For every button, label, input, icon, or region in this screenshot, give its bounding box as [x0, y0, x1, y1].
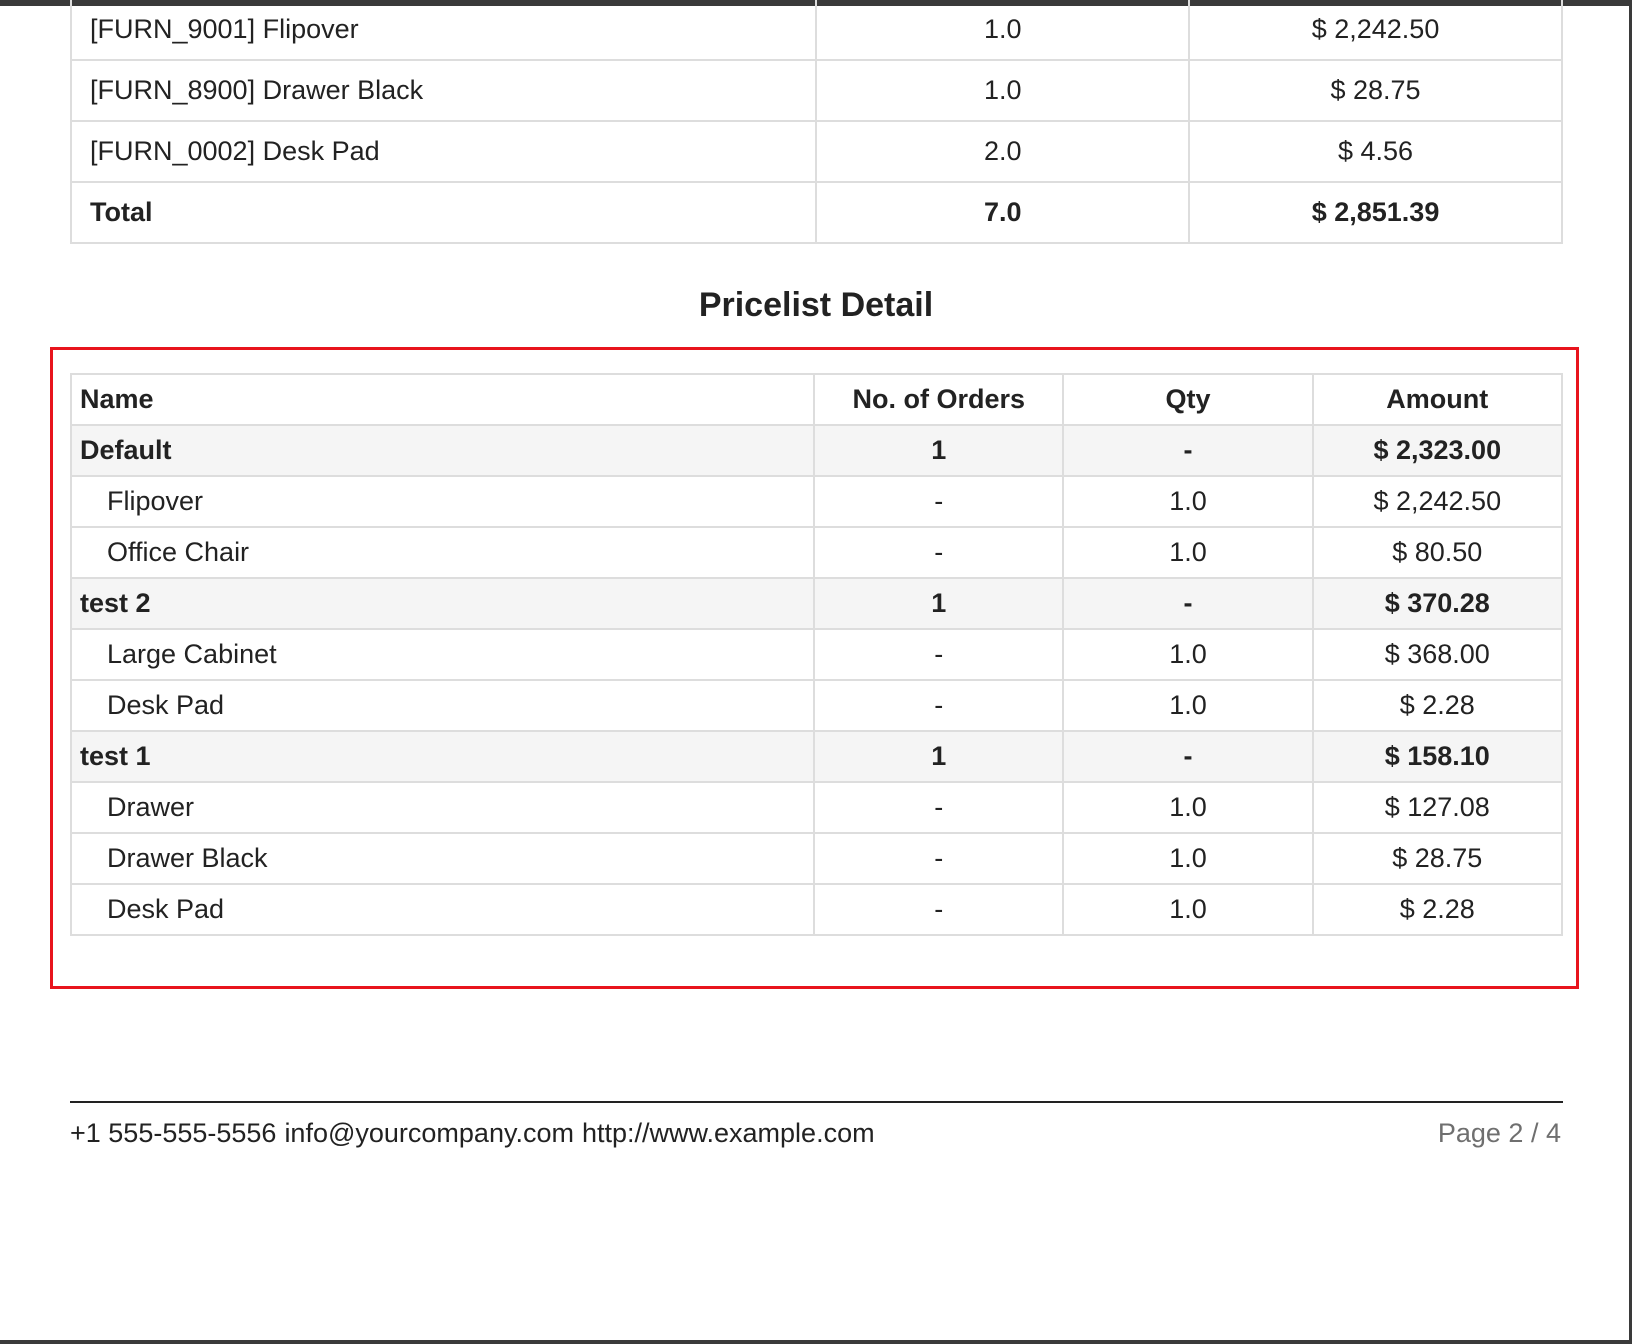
- row-amount: $ 2,242.50: [1313, 476, 1562, 527]
- column-header-qty: Qty: [1063, 374, 1312, 425]
- row-amount: $ 368.00: [1313, 629, 1562, 680]
- row-amount: $ 2.28: [1313, 680, 1562, 731]
- row-amount: $ 127.08: [1313, 782, 1562, 833]
- footer-phone: +1 555-555-5556: [70, 1118, 277, 1148]
- row-name: Large Cabinet: [71, 629, 814, 680]
- row-name: Office Chair: [71, 527, 814, 578]
- qty-cell: 1.0: [816, 60, 1189, 121]
- total-qty: 7.0: [816, 182, 1189, 243]
- row-qty: 1.0: [1063, 782, 1312, 833]
- row-name: Flipover: [71, 476, 814, 527]
- row-qty: 1.0: [1063, 833, 1312, 884]
- pricelist-item-row: [71, 476, 1562, 527]
- row-qty: -: [1063, 731, 1312, 782]
- product-summary-table: [70, 0, 1563, 244]
- page-indicator: [1438, 1118, 1561, 1149]
- row-name: test 2: [71, 578, 814, 629]
- row-orders: -: [814, 782, 1063, 833]
- footer-website[interactable]: http://www.example.com: [581, 1118, 875, 1148]
- amount-cell: $ 4.56: [1189, 121, 1562, 182]
- pricelist-group-row: [71, 425, 1562, 476]
- pricelist-detail-table: [70, 373, 1563, 936]
- footer-contact: [70, 1118, 883, 1149]
- pricelist-item-row: [71, 833, 1562, 884]
- row-qty: 1.0: [1063, 476, 1312, 527]
- row-qty: -: [1063, 578, 1312, 629]
- table-row: [71, 60, 1562, 121]
- footer-email: info@yourcompany.com: [284, 1118, 574, 1148]
- section-title: Pricelist Detail: [698, 286, 934, 324]
- row-orders: 1: [814, 731, 1063, 782]
- row-name: Drawer Black: [71, 833, 814, 884]
- row-amount: $ 2,323.00: [1313, 425, 1562, 476]
- pricelist-item-row: [71, 884, 1562, 935]
- pricelist-item-row: [71, 782, 1562, 833]
- row-qty: -: [1063, 425, 1312, 476]
- row-orders: -: [814, 476, 1063, 527]
- table-header-row: [71, 374, 1562, 425]
- total-amount: $ 2,851.39: [1189, 182, 1562, 243]
- table-row: [71, 0, 1562, 60]
- row-amount: $ 28.75: [1313, 833, 1562, 884]
- amount-cell: $ 2,242.50: [1189, 0, 1562, 60]
- pricelist-item-row: [71, 527, 1562, 578]
- page-label: Page: [1437, 1118, 1501, 1148]
- qty-cell: 1.0: [816, 0, 1189, 60]
- row-name: Default: [71, 425, 814, 476]
- amount-cell: $ 28.75: [1189, 60, 1562, 121]
- pricelist-item-row: [71, 629, 1562, 680]
- row-name: test 1: [71, 731, 814, 782]
- page-total: 4: [1545, 1118, 1561, 1148]
- row-amount: $ 158.10: [1313, 731, 1562, 782]
- column-header-amount: Amount: [1313, 374, 1562, 425]
- product-cell: [FURN_9001] Flipover: [71, 0, 816, 60]
- row-orders: -: [814, 884, 1063, 935]
- row-orders: -: [814, 629, 1063, 680]
- pricelist-group-row: [71, 578, 1562, 629]
- row-qty: 1.0: [1063, 629, 1312, 680]
- row-name: Desk Pad: [71, 680, 814, 731]
- qty-cell: 2.0: [816, 121, 1189, 182]
- pricelist-item-row: [71, 680, 1562, 731]
- row-amount: $ 2.28: [1313, 884, 1562, 935]
- total-label: Total: [71, 182, 816, 243]
- row-orders: 1: [814, 425, 1063, 476]
- row-qty: 1.0: [1063, 680, 1312, 731]
- footer-divider: [70, 1101, 1563, 1103]
- row-amount: $ 80.50: [1313, 527, 1562, 578]
- page-separator: /: [1530, 1118, 1539, 1148]
- product-cell: [FURN_8900] Drawer Black: [71, 60, 816, 121]
- row-amount: $ 370.28: [1313, 578, 1562, 629]
- row-qty: 1.0: [1063, 527, 1312, 578]
- pricelist-group-row: [71, 731, 1562, 782]
- column-header-orders: No. of Orders: [814, 374, 1063, 425]
- total-row: [71, 182, 1562, 243]
- window-bottom-bar: [0, 1340, 1632, 1344]
- row-orders: -: [814, 680, 1063, 731]
- page-current: 2: [1508, 1118, 1524, 1148]
- product-cell: [FURN_0002] Desk Pad: [71, 121, 816, 182]
- row-qty: 1.0: [1063, 884, 1312, 935]
- row-name: Drawer: [71, 782, 814, 833]
- row-orders: -: [814, 833, 1063, 884]
- table-row: [71, 121, 1562, 182]
- column-header-name: Name: [71, 374, 814, 425]
- row-orders: 1: [814, 578, 1063, 629]
- row-name: Desk Pad: [71, 884, 814, 935]
- row-orders: -: [814, 527, 1063, 578]
